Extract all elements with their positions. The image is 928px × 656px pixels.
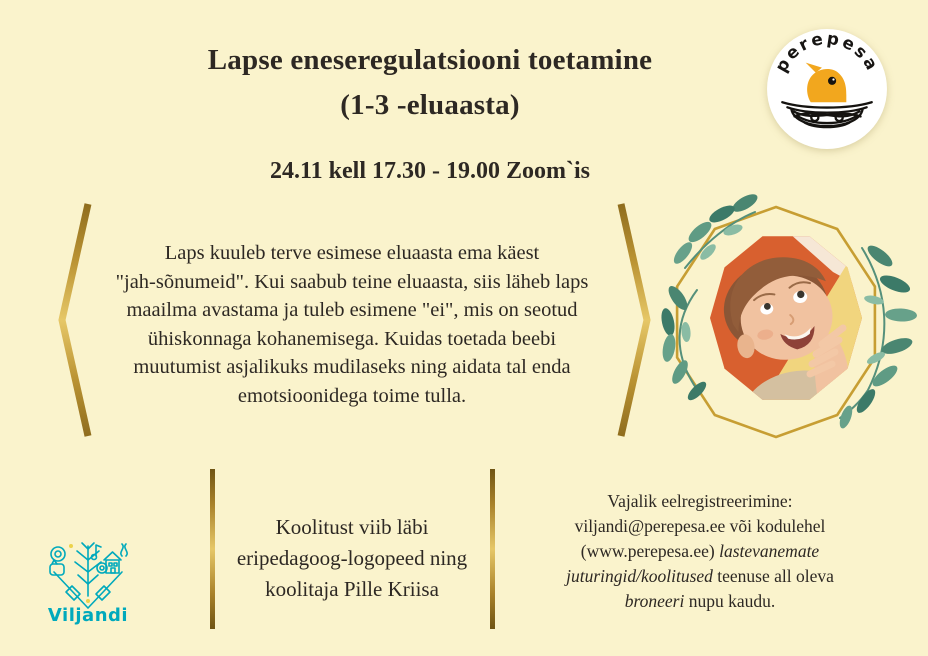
description-line: "jah-sõnumeid". Kui saabub teine eluaasta, siis läheb laps <box>115 270 589 293</box>
viljandi-wordmark: Viljandi <box>47 605 129 626</box>
registration-text: (www.perepesa.ee) <box>580 541 720 561</box>
leaf-branch-left <box>659 283 709 403</box>
description-line: emotsioonidega toime tulla. <box>237 384 467 407</box>
registration-heading: Vajalik eelregistreerimine: <box>607 491 793 511</box>
perepesa-wordmark: perepesa <box>770 27 884 76</box>
registration-button-line <box>545 589 855 614</box>
registration-info <box>545 489 855 614</box>
yellow-dot <box>86 599 90 603</box>
poster-title <box>80 38 780 128</box>
event-datetime: 24.11 kell 17.30 - 19.00 Zoom`is <box>269 158 590 184</box>
registration-text: nupu kaudu. <box>684 591 776 611</box>
description-line: ühiskonnaga kohanemisega. Kuidas toetada beebi <box>147 327 557 350</box>
trainer-line: eripedagoog-logopeed ning <box>236 546 468 570</box>
title-line-1: Lapse eneseregulatsiooni toetamine <box>207 44 653 76</box>
description-line: maailma avastama ja tuleb esimene "ei", mis on seotud <box>126 299 578 321</box>
gold-divider-left <box>210 469 215 629</box>
baby-photo-wreath <box>650 185 920 455</box>
registration-service-line <box>545 564 855 589</box>
registration-email-line: viljandi@perepesa.ee või kodulehel <box>574 516 826 536</box>
registration-website-line <box>545 539 855 564</box>
registration-italic: juturingid/koolitused <box>566 566 713 586</box>
trainer-line: koolitaja Pille Kriisa <box>265 577 439 601</box>
description-line: muutumist asjalikuks mudilaseks ning aidata tal enda <box>133 356 571 378</box>
gold-divider-right <box>490 469 495 629</box>
yellow-dot <box>69 544 73 548</box>
registration-italic: lastevanemate <box>719 541 820 561</box>
registration-text: teenuse all oleva <box>712 566 834 586</box>
perepesa-logo <box>765 27 889 151</box>
viljandi-logo <box>38 538 138 626</box>
description-line: Laps kuuleb terve esimese eluaasta ema käest <box>164 242 540 264</box>
description-paragraph <box>62 239 642 410</box>
registration-italic: broneeri <box>624 591 685 611</box>
trainer-info <box>222 512 482 605</box>
trainer-line: Koolitust viib läbi <box>275 515 429 539</box>
viljandi-doodle-icons <box>50 543 127 608</box>
title-line-2: (1-3 -eluaasta) <box>340 89 520 121</box>
